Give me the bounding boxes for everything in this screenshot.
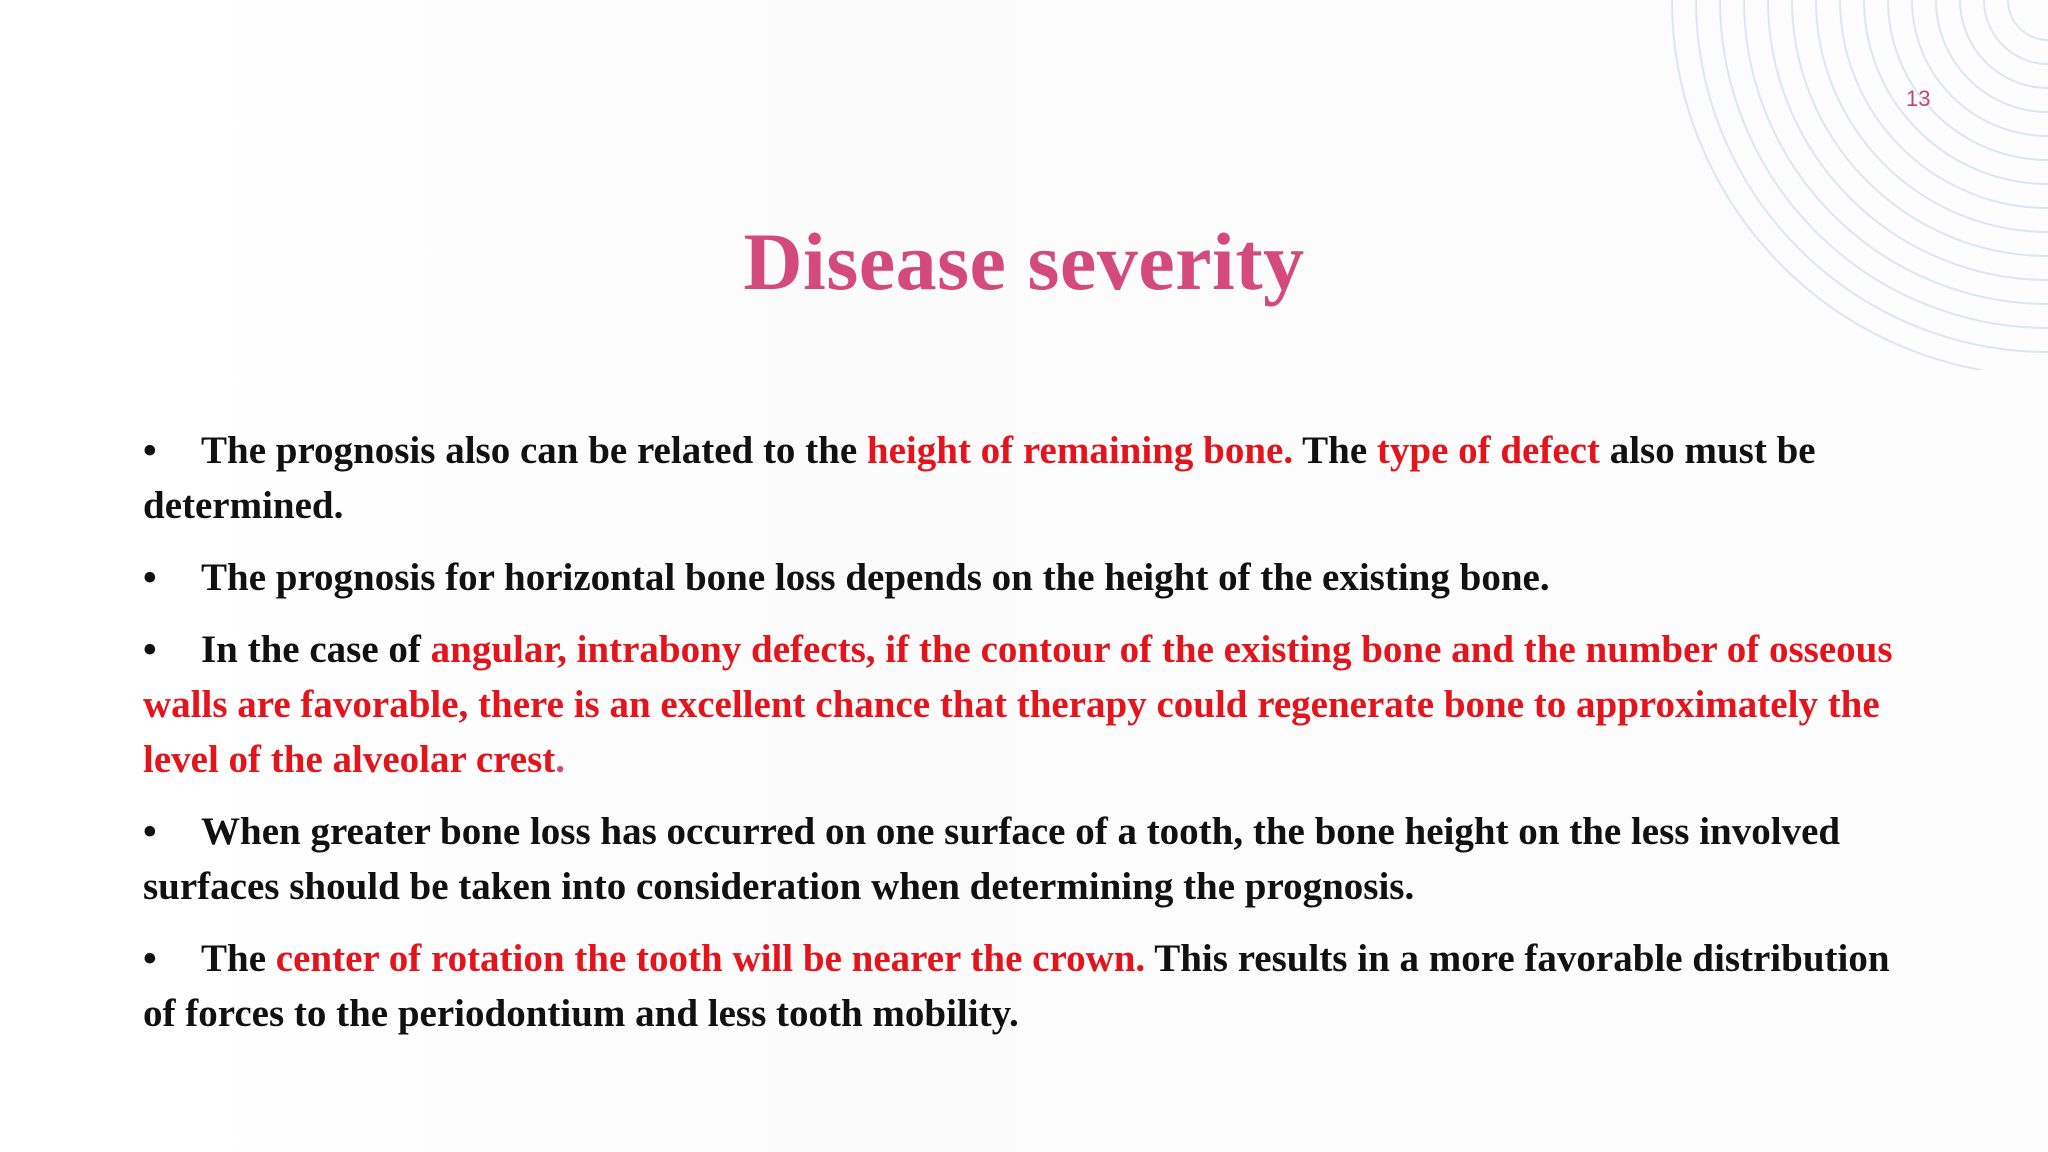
bullet-text: The xyxy=(1293,429,1377,472)
slide-title: Disease severity xyxy=(743,216,1305,307)
bullet-marker: • xyxy=(143,556,157,599)
bullet-text: When greater bone loss has occurred on one surface of a tooth, the bone height on the less involved surfaces should be taken into consideration when determining the prognosis. xyxy=(143,810,1841,908)
bullet-text: The prognosis for horizontal bone loss depends on the height of the existing bone. xyxy=(201,556,1550,599)
bullet-text: The xyxy=(201,937,276,980)
bullet-item xyxy=(143,804,1923,914)
bullet-list xyxy=(143,423,1923,1058)
bullet-marker: • xyxy=(143,429,157,472)
bullet-marker: • xyxy=(143,628,157,671)
bullet-item xyxy=(143,622,1923,787)
emphasis-text: height of remaining bone. xyxy=(866,429,1294,472)
bullet-text: The prognosis also can be related to the xyxy=(201,429,867,472)
bullet-text: This results in a more favorable distribution of forces to the periodontium and less tooth mobility. xyxy=(143,937,1890,1035)
bullet-item xyxy=(143,931,1923,1041)
bullet-text: . xyxy=(555,738,565,781)
emphasis-text: type of defect xyxy=(1376,429,1600,472)
bullet-item xyxy=(143,423,1923,533)
bullet-marker: • xyxy=(143,810,157,853)
bullet-text: In the case of xyxy=(201,628,431,671)
bullet-text: also must be determined. xyxy=(143,429,1816,527)
bullet-item xyxy=(143,550,1923,605)
decorative-rings-icon xyxy=(1640,0,2048,370)
emphasis-text: center of rotation the tooth will be nearer the crown. xyxy=(275,937,1146,980)
bullet-marker: • xyxy=(143,937,157,980)
emphasis-text: angular, intrabony defects, if the contour of the existing bone and the number of osseous walls are favorable, there is an excellent chance that therapy could regenerate bone to approximately the level of the alveolar crest xyxy=(143,628,1893,781)
page-number: 13 xyxy=(1906,86,1931,111)
